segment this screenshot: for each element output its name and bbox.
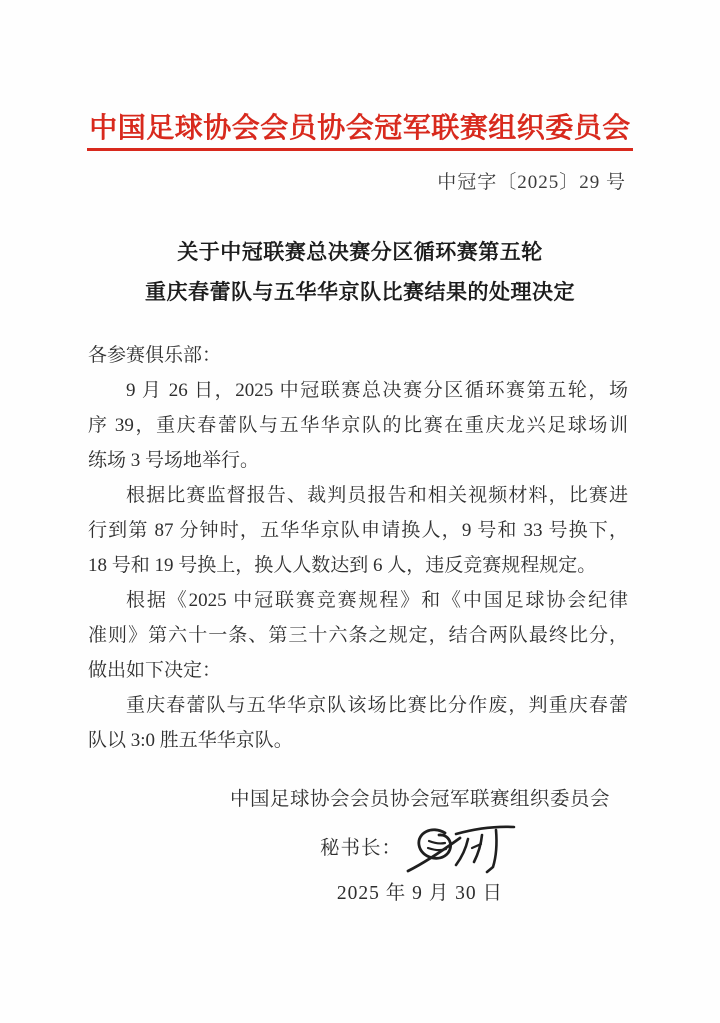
handwritten-signature-icon bbox=[402, 817, 520, 875]
body-line: 9 月 26 日，2025 中冠联赛总决赛分区循环赛第五轮，场 bbox=[126, 380, 628, 401]
signature-role-row bbox=[120, 820, 720, 878]
body-line: 行到第 87 分钟时，五华华京队申请换人，9 号和 33 号换下， bbox=[88, 520, 628, 541]
signature-block bbox=[120, 786, 720, 908]
body-line: 队以 3:0 胜五华华京队。 bbox=[88, 730, 293, 751]
document-number: 中冠字〔2025〕29 号 bbox=[437, 172, 626, 193]
body-line: 18 号和 19 号换上，换人人数达到 6 人，违反竞赛规程规定。 bbox=[88, 555, 597, 576]
document-body bbox=[0, 338, 720, 758]
signature-date: 2025 年 9 月 30 日 bbox=[336, 883, 504, 904]
body-line: 根据《2025 中冠联赛竞赛规程》和《中国足球协会纪律 bbox=[126, 590, 628, 611]
body-line: 准则》第六十一条、第三十六条之规定，结合两队最终比分， bbox=[88, 625, 628, 646]
secretary-general-label: 秘书长： bbox=[319, 838, 402, 859]
document-title-line2: 重庆春蕾队与五华华京队比赛结果的处理决定 bbox=[145, 280, 575, 304]
letterhead bbox=[0, 0, 720, 151]
org-title: 中国足球协会会员协会冠军联赛组织委员会 bbox=[87, 110, 633, 151]
body-line: 重庆春蕾队与五华华京队该场比赛比分作废，判重庆春蕾 bbox=[126, 695, 628, 716]
body-line: 做出如下决定： bbox=[88, 660, 222, 681]
signature-org-name: 中国足球协会会员协会冠军联赛组织委员会 bbox=[229, 789, 610, 810]
body-line: 根据比赛监督报告、裁判员报告和相关视频材料，比赛进 bbox=[126, 485, 628, 506]
salutation: 各参赛俱乐部： bbox=[88, 345, 222, 366]
document-title bbox=[0, 232, 720, 312]
document-title-line1: 关于中冠联赛总决赛分区循环赛第五轮 bbox=[177, 240, 543, 264]
body-line: 练场 3 号场地举行。 bbox=[88, 450, 260, 471]
body-line: 序 39，重庆春蕾队与五华华京队的比赛在重庆龙兴足球场训 bbox=[88, 415, 628, 436]
